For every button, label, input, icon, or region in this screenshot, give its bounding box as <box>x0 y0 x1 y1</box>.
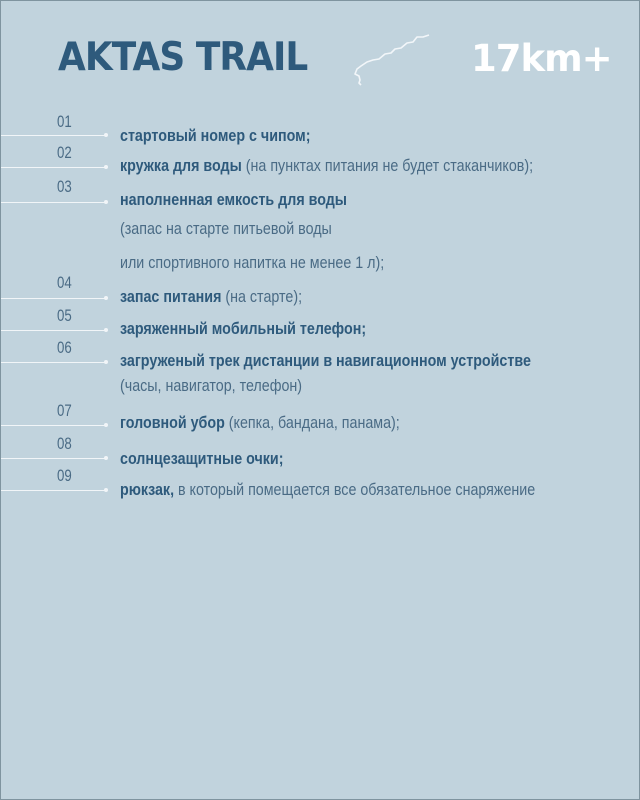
item-number: 06 <box>57 338 72 357</box>
item-number: 05 <box>57 306 72 325</box>
divider <box>1 135 106 136</box>
item-detail-text: (кепка, бандана, панама); <box>224 413 400 432</box>
item-detail-text: (на старте); <box>221 287 303 306</box>
item-detail-text: или спортивного напитка не менее 1 л); <box>120 253 385 272</box>
distance-badge: 17km+ <box>471 37 612 80</box>
divider <box>1 167 106 168</box>
divider <box>1 202 106 203</box>
item-detail-text: (запас на старте питьевой воды <box>120 219 332 238</box>
item-number: 02 <box>57 143 72 162</box>
trail-route-icon <box>351 31 436 86</box>
item-bold-text: наполненная емкость для воды <box>120 190 348 209</box>
item-number: 09 <box>57 466 72 485</box>
item-detail-text: в который помещается все обязательное снаряжение <box>174 480 536 499</box>
list-item <box>120 449 283 469</box>
list-item <box>120 190 347 210</box>
item-bold-text: головной убор <box>120 413 225 432</box>
divider <box>1 490 106 491</box>
divider <box>1 298 106 299</box>
divider <box>1 425 106 426</box>
list-item <box>120 480 535 500</box>
item-number: 03 <box>57 177 72 196</box>
item-number: 08 <box>57 434 72 453</box>
list-item <box>120 351 531 371</box>
divider <box>1 458 106 459</box>
item-bold-text: стартовый номер с чипом; <box>120 126 311 145</box>
item-number: 04 <box>57 273 72 292</box>
list-item <box>120 413 400 433</box>
list-item <box>120 126 310 146</box>
item-detail-text: (часы, навигатор, телефон) <box>120 376 303 395</box>
divider <box>1 330 106 331</box>
item-bold-text: кружка для воды <box>120 156 242 175</box>
item-bold-text: загруженый трек дистанции в навигационном устройстве <box>120 351 531 370</box>
list-item <box>120 156 533 176</box>
list-item <box>120 319 366 339</box>
item-number: 07 <box>57 401 72 420</box>
item-number: 01 <box>57 112 72 131</box>
item-bold-text: запас питания <box>120 287 222 306</box>
list-item <box>120 287 302 307</box>
item-bold-text: солнцезащитные очки; <box>120 449 284 468</box>
page-title: AKTAS TRAIL <box>58 35 308 80</box>
divider <box>1 362 106 363</box>
item-detail-text: (на пунктах питания не будет стаканчиков); <box>241 156 534 175</box>
item-bold-text: рюкзак, <box>120 480 175 499</box>
item-bold-text: заряженный мобильный телефон; <box>120 319 367 338</box>
